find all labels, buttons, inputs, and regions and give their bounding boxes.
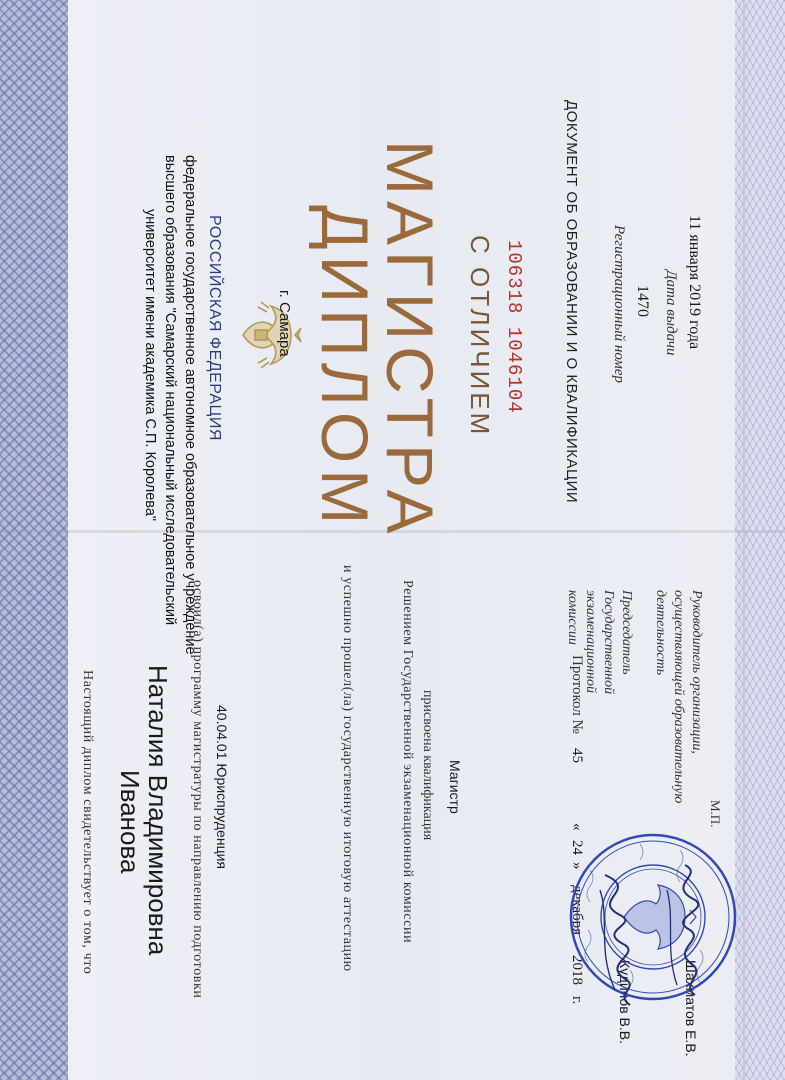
serial-number: 106318 1046104 xyxy=(503,240,525,414)
honors-label: С ОТЛИЧИЕМ xyxy=(465,235,495,438)
chair-name: Кудинов В.В. xyxy=(617,960,633,1044)
diploma-title-line2: МАГИСТРА xyxy=(373,140,447,540)
decision-line-1: Решением Государственной экзаменационной комиссии xyxy=(400,580,415,944)
head-label-2: осуществляющей образовательную xyxy=(671,590,686,804)
chair-signature xyxy=(585,870,645,1010)
registration-number: 1470 xyxy=(634,285,651,317)
graduate-given-names: Наталия Владимировна xyxy=(143,665,173,956)
org-line-2: высшего образования "Самарский национальный исследовательский xyxy=(162,155,178,626)
protocol-label: Протокол № xyxy=(569,655,585,734)
head-signature xyxy=(655,860,715,1000)
protocol-number: 45 xyxy=(569,748,585,763)
attestation-text: и успешно прошел(ла) государственную итоговую аттестацию xyxy=(340,565,355,972)
city: г. Самара xyxy=(276,290,293,357)
chair-label-3: экзаменационной xyxy=(583,590,598,693)
registration-label: Регистрационный номер xyxy=(611,225,627,384)
quote-close: » xyxy=(569,862,585,870)
decision-line-2: присвоена квалификация xyxy=(420,690,435,841)
org-line-3: университет имени академика С.П. Королева" xyxy=(142,208,158,522)
protocol-year-suffix: г. xyxy=(569,996,585,1005)
graduate-surname: Иванова xyxy=(115,770,145,874)
protocol-day: 24 xyxy=(569,840,585,855)
quote-open: « xyxy=(569,823,585,831)
chair-label-1: Председатель xyxy=(619,590,634,675)
coat-of-arms-emblem xyxy=(235,300,305,370)
protocol-month: декабря xyxy=(569,885,585,936)
head-label-3: деятельность xyxy=(653,590,668,676)
country-name: РОССИЙСКАЯ ФЕДЕРАЦИЯ xyxy=(206,215,223,441)
head-name: Шахматов Е.В. xyxy=(683,960,699,1057)
document-type: ДОКУМЕНТ ОБ ОБРАЗОВАНИИ И О КВАЛИФИКАЦИИ xyxy=(563,100,580,504)
qualification: Магистр xyxy=(447,760,463,814)
protocol-year: 2018 xyxy=(569,955,585,985)
issue-date: 11 января 2019 года xyxy=(686,215,703,350)
diploma-title-line1: ДИПЛОМ xyxy=(308,205,382,531)
chair-label-4: комиссии xyxy=(565,590,580,645)
org-line-1: федеральное государственное автономное образовательное учреждение xyxy=(182,155,198,655)
issue-date-label: Дата выдачи xyxy=(663,270,679,356)
head-label-1: Руководитель организации, xyxy=(689,590,704,754)
seal-place-label: М.П. xyxy=(708,800,723,828)
chair-label-2: Государственной xyxy=(601,590,616,695)
intro-text: Настоящий диплом свидетельствует о том, что xyxy=(80,670,95,975)
program-name: 40.04.01 Юриспруденция xyxy=(214,705,230,869)
program-text: освоил(а) программу магистратуры по направлению подготовки xyxy=(190,580,205,999)
